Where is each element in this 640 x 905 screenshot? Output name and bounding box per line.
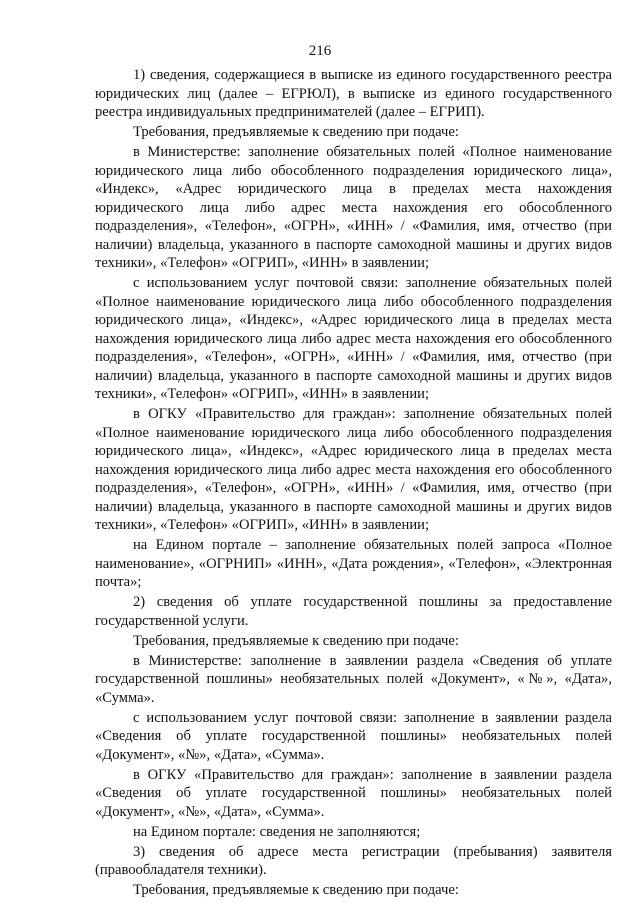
paragraph-ogku-2: в ОГКУ «Правительство для граждан»: заполнение в заявлении раздела «Сведения об уплате государственной пошлины» необязательных полей «Документ», «№», «Дата», «Сумма».	[95, 766, 612, 820]
paragraph-requirements-heading-3: Требования, предъявляемые к сведению при подаче:	[133, 882, 459, 898]
paragraph-ogku-1: в ОГКУ «Правительство для граждан»: заполнение обязательных полей «Полное наименование юридического лица либо обособленного подразделения юридического лица», «Индекс», «Адрес юридического лица в пределах места нахождения юридического лица либо адрес места нахождения его обособленного подразделения», «Телефон», «ОГРН», «ИНН» / «Фамилия, имя, отчество (при наличии) владельца, указанного в паспорте самоходной машины и других видов техники», «Телефон» «ОГРИП», «ИНН» в заявлении;	[95, 406, 612, 533]
paragraph-portal-1: на Едином портале – заполнение обязательных полей запроса «Полное наименование», «ОГРНИП» «ИНН», «Дата рождения», «Телефон», «Электронная почта»;	[95, 537, 612, 590]
paragraph-requirements-heading-1: Требования, предъявляемые к сведению при подаче:	[133, 124, 459, 140]
paragraph-ministry-2: в Министерстве: заполнение в заявлении раздела «Сведения об уплате государственной пошлины» необязательных полей «Документ», «№», «Дата», «Сумма».	[95, 652, 612, 706]
paragraph-registration-address: 3) сведения об адресе места регистрации (пребывания) заявителя (правообладателя техники).	[95, 843, 612, 878]
paragraph-postal-1: с использованием услуг почтовой связи: заполнение обязательных полей «Полное наименование юридического лица либо обособленного подразделения юридического лица», «Индекс», «Адрес юридического лица в пределах места нахождения юридического лица либо адрес места нахождения его обособленного подразделения», «Телефон», «ОГРН», «ИНН» / «Фамилия, имя, отчество (при наличии) владельца, указанного в паспорте самоходной машины и других видов техники», «Телефон» «ОГРИП», «ИНН» в заявлении;	[95, 275, 612, 402]
document-body	[95, 66, 612, 901]
page-number: 216	[308, 43, 332, 59]
paragraph-postal-2: с использованием услуг почтовой связи: заполнение в заявлении раздела «Сведения об уплате государственной пошлины» необязательных полей «Документ», «№», «Дата», «Сумма».	[95, 709, 612, 763]
paragraph-egrul-egrip: 1) сведения, содержащиеся в выписке из единого государственного реестра юридических лиц (далее – ЕГРЮЛ), в выписке из единого государственного реестра индивидуальных предпринимателей (далее – ЕГРИП).	[95, 67, 612, 120]
paragraph-portal-2: на Едином портале: сведения не заполняются;	[133, 823, 421, 840]
paragraph-ministry-1: в Министерстве: заполнение обязательных полей «Полное наименование юридического лица либо обособленного подразделения юридического лица», «Индекс», «Адрес юридического лица в пределах места нахождения юридического лица либо адрес места нахождения его обособленного подразделения», «Телефон», «ОГРН», «ИНН» / «Фамилия, имя, отчество (при наличии) владельца, указанного в паспорте самоходной машины и других видов техники», «Телефон» «ОГРИП», «ИНН» в заявлении;	[95, 144, 612, 271]
paragraph-requirements-heading-2: Требования, предъявляемые к сведению при подаче:	[133, 632, 459, 649]
paragraph-state-fee: 2) сведения об уплате государственной пошлины за предоставление государственной услуги.	[95, 594, 612, 629]
